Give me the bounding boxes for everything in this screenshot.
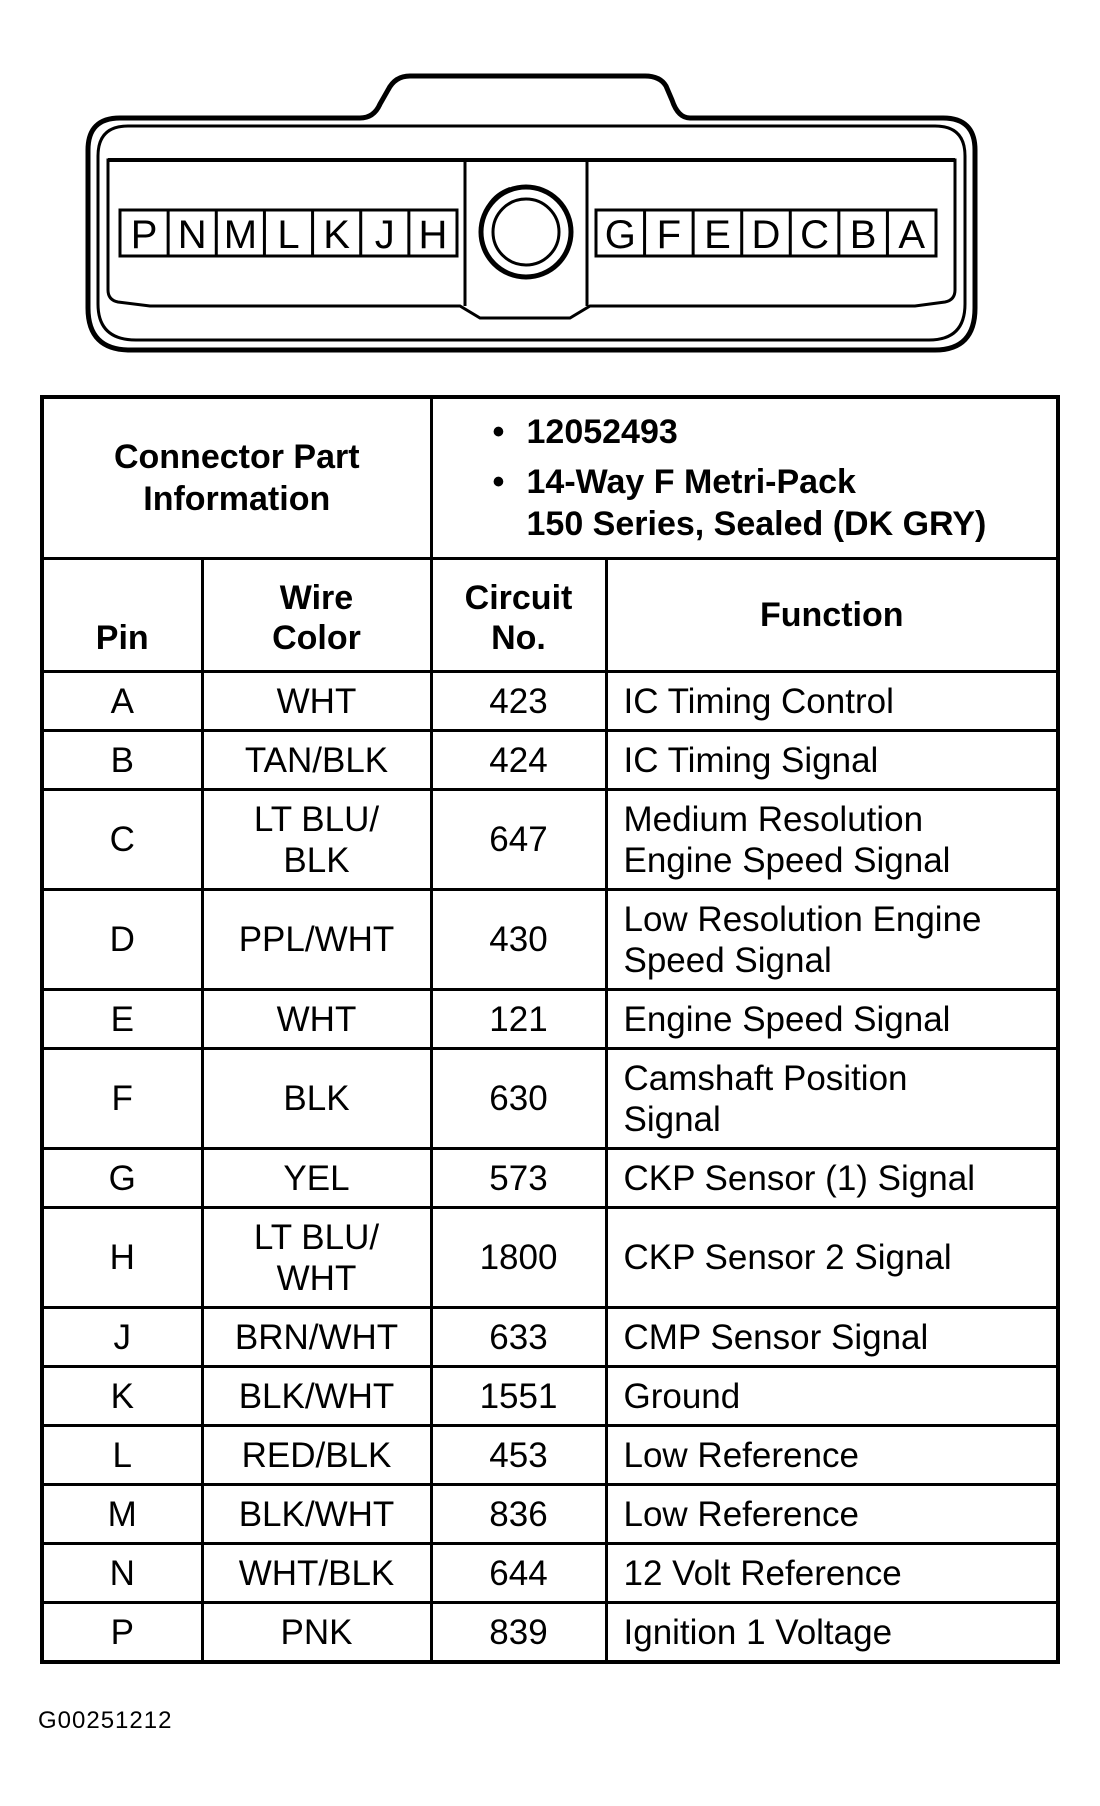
connector-diagram [0, 0, 1100, 370]
pin-label-m: M [223, 213, 258, 257]
pin-cell: A [42, 672, 202, 731]
pin-label-f: F [656, 213, 682, 257]
function-cell: Low Reference [606, 1485, 1058, 1544]
table-header-row [42, 559, 1058, 672]
pin-cell: J [42, 1308, 202, 1367]
connector-info-label: Connector Part Information [42, 397, 431, 559]
wire-color-cell: LT BLU/ BLK [202, 790, 431, 890]
pin-cell: D [42, 890, 202, 990]
function-cell: Camshaft Position Signal [606, 1049, 1058, 1149]
function-cell: CKP Sensor (1) Signal [606, 1149, 1058, 1208]
pin-cell: M [42, 1485, 202, 1544]
wire-color-cell: WHT [202, 672, 431, 731]
connector-info-list [493, 411, 1057, 545]
function-cell: IC Timing Signal [606, 731, 1058, 790]
function-cell: Medium Resolution Engine Speed Signal [606, 790, 1058, 890]
pin-label-n: N [177, 213, 207, 257]
table-row [42, 890, 1058, 990]
right-pin-labels [605, 210, 926, 257]
function-cell: CKP Sensor 2 Signal [606, 1208, 1058, 1308]
circuit-cell: 430 [431, 890, 606, 990]
table-row [42, 790, 1058, 890]
wire-color-cell: PNK [202, 1603, 431, 1663]
table-row [42, 1485, 1058, 1544]
table-row [42, 1603, 1058, 1663]
wire-color-cell: BLK/WHT [202, 1485, 431, 1544]
pin-label-k: K [323, 213, 350, 257]
pin-label-c: C [800, 213, 830, 257]
wire-color-cell: WHT [202, 990, 431, 1049]
pin-label-p: P [130, 213, 158, 257]
function-cell: 12 Volt Reference [606, 1544, 1058, 1603]
wire-color-cell: YEL [202, 1149, 431, 1208]
circuit-cell: 647 [431, 790, 606, 890]
pin-label-h: H [418, 213, 448, 257]
header-circuit-no: Circuit No. [431, 559, 606, 672]
connector-info-row [42, 397, 1058, 559]
function-cell: Low Reference [606, 1426, 1058, 1485]
pin-cell: C [42, 790, 202, 890]
table-row [42, 1049, 1058, 1149]
header-pin: Pin [42, 559, 202, 672]
wire-color-cell: TAN/BLK [202, 731, 431, 790]
pin-cell: N [42, 1544, 202, 1603]
table-row [42, 1208, 1058, 1308]
circuit-cell: 573 [431, 1149, 606, 1208]
pin-label-d: D [751, 213, 781, 257]
pin-cell: K [42, 1367, 202, 1426]
circuit-cell: 423 [431, 672, 606, 731]
wire-color-cell: RED/BLK [202, 1426, 431, 1485]
wire-color-cell: BLK [202, 1049, 431, 1149]
circuit-cell: 121 [431, 990, 606, 1049]
connector-description: • 14-Way F Metri-Pack 150 Series, Sealed (DK GRY) [493, 461, 1057, 545]
pin-label-a: A [898, 213, 926, 257]
pin-cell: H [42, 1208, 202, 1308]
pin-cell: E [42, 990, 202, 1049]
circuit-cell: 836 [431, 1485, 606, 1544]
pin-cell: P [42, 1603, 202, 1663]
pin-label-e: E [704, 213, 731, 257]
part-number: • 12052493 [493, 411, 1057, 453]
table-row [42, 1426, 1058, 1485]
pin-cell: F [42, 1049, 202, 1149]
circuit-cell: 839 [431, 1603, 606, 1663]
table-row [42, 672, 1058, 731]
figure-id: G00251212 [38, 1707, 173, 1734]
function-cell: Low Resolution Engine Speed Signal [606, 890, 1058, 990]
pin-cell: L [42, 1426, 202, 1485]
wire-color-cell: LT BLU/ WHT [202, 1208, 431, 1308]
wire-color-cell: WHT/BLK [202, 1544, 431, 1603]
wire-color-cell: PPL/WHT [202, 890, 431, 990]
function-cell: Ground [606, 1367, 1058, 1426]
table-row [42, 1308, 1058, 1367]
pin-label-l: L [277, 213, 300, 257]
function-cell: CMP Sensor Signal [606, 1308, 1058, 1367]
function-cell: IC Timing Control [606, 672, 1058, 731]
pin-label-g: G [604, 213, 636, 257]
pin-label-j: J [374, 213, 395, 257]
pin-cell: G [42, 1149, 202, 1208]
pinout-table [40, 395, 1060, 1664]
connector-info-value [431, 397, 1058, 559]
table-row [42, 1544, 1058, 1603]
function-cell: Ignition 1 Voltage [606, 1603, 1058, 1663]
header-wire-color: Wire Color [202, 559, 431, 672]
wire-color-cell: BLK/WHT [202, 1367, 431, 1426]
circuit-cell: 453 [431, 1426, 606, 1485]
circuit-cell: 630 [431, 1049, 606, 1149]
wire-color-cell: BRN/WHT [202, 1308, 431, 1367]
header-function: Function [606, 559, 1058, 672]
left-pin-labels [131, 210, 448, 257]
circuit-cell: 1800 [431, 1208, 606, 1308]
circuit-cell: 633 [431, 1308, 606, 1367]
table-row [42, 990, 1058, 1049]
circuit-cell: 1551 [431, 1367, 606, 1426]
connector-housing [88, 76, 975, 350]
circuit-cell: 644 [431, 1544, 606, 1603]
circuit-cell: 424 [431, 731, 606, 790]
function-cell: Engine Speed Signal [606, 990, 1058, 1049]
table-row [42, 731, 1058, 790]
pin-label-b: B [849, 213, 877, 257]
table-row [42, 1367, 1058, 1426]
pin-cell: B [42, 731, 202, 790]
table-row [42, 1149, 1058, 1208]
